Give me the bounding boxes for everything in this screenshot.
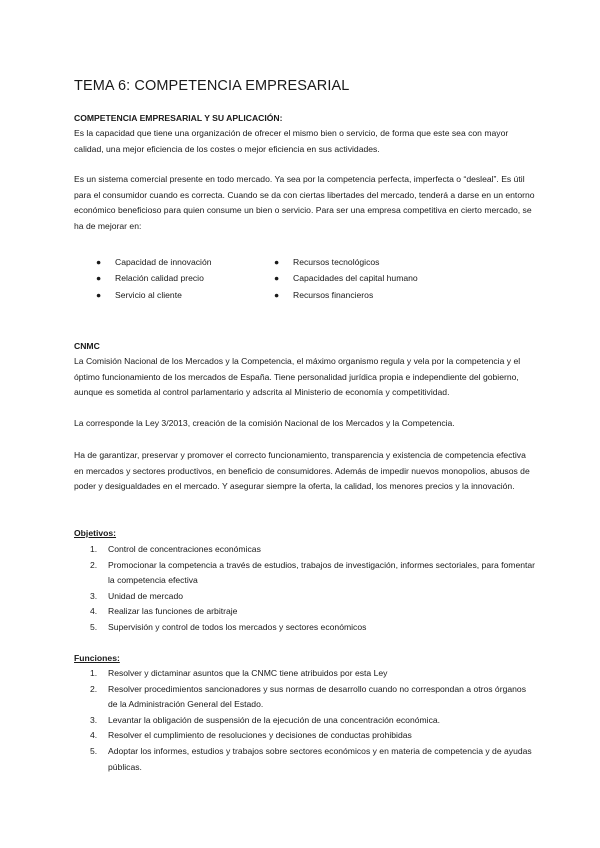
list-item: 2. Resolver procedimientos sancionadores y sus normas de desarrollo cuando no correspondan a otros órganos de la Administración General del Estado. [90, 683, 526, 710]
funciones-heading: Funciones: [74, 653, 120, 663]
list-item: 2. Promocionar la competencia a través de estudios, trabajos de investigación, informes sectoriales, para fomentar la competencia efectiva [90, 559, 536, 586]
bullet-icon: ● [96, 289, 102, 300]
list-item: 4. Realizar las funciones de arbitraje [90, 606, 238, 617]
bullet-list-left [96, 254, 212, 303]
paragraph-definition: Es la capacidad que tiene una organización de ofrecer el mismo bien o servicio, de forma que este sea con mayor calidad, una mejor eficiencia de los costes o mejor eficiencia en sus actividades. [74, 128, 509, 154]
list-item: ● Servicio al cliente [96, 287, 212, 303]
paragraph-garantizar: Ha de garantizar, preservar y promover el correcto funcionamiento, transparencia y existencia de competencia efectiva en mercados y sectores productivos, en beneficio de consumidores. Además de impedir nuevos monopolios, abusos de poder y desigualdades en el mercado. Y asegurar siempre la oferta, la calidad, los menores precios y la innovación. [74, 450, 530, 492]
list-item: ● Capacidades del capital humano [274, 270, 418, 286]
list-item: 5. Adoptar los informes, estudios y trabajos sobre sectores económicos y en materia de competencia y de ayudas públicas. [90, 745, 532, 772]
list-item: ● Recursos tecnológicos [274, 254, 418, 270]
list-item: ● Recursos financieros [274, 287, 418, 303]
paragraph-sistema-comercial: Es un sistema comercial presente en todo mercado. Ya sea por la competencia perfecta, imperfecta o “desleal”. Es útil para el consumidor cuando es correcta. Cuando se da con ciertas libertades del mercado, tenderá a darse en un entorno económico beneficioso para quien consume un bien o servicio. Para ser una empresa competitiva en cierto mercado, se ha de mejorar en: [74, 174, 535, 231]
list-item: 1. Control de concentraciones económicas [90, 544, 261, 554]
paragraph-ley: La corresponde la Ley 3/2013, creación de la comisión Nacional de los Mercados y la Competencia. [74, 418, 455, 428]
list-item: 4. Resolver el cumplimiento de resoluciones y decisiones de conductas prohibidas [90, 730, 412, 741]
list-item: 3. Levantar la obligación de suspensión de la ejecución de una concentración económica. [90, 714, 441, 725]
list-item: 3. Unidad de mercado [90, 590, 184, 601]
section-heading-cnmc: CNMC [74, 341, 100, 351]
list-item: ● Relación calidad precio [96, 270, 212, 286]
bullet-list-right [274, 254, 418, 303]
page-title: TEMA 6: COMPETENCIA EMPRESARIAL [74, 78, 350, 94]
funciones-list [90, 666, 536, 775]
paragraph-cnmc-definition: La Comisión Nacional de los Mercados y la Competencia, el máximo organismo regula y vela por la competencia y el óptimo funcionamiento de los mercados de España. Tiene personalidad jurídica propia e independiente del gobierno, aunque es sometida al control parlamentario y adscrita al Ministerio de economía y competitividad. [74, 356, 521, 398]
bullet-icon: ● [96, 257, 102, 267]
objetivos-heading: Objetivos: [74, 528, 117, 538]
bullet-icon: ● [274, 257, 280, 267]
list-item: ● Capacidad de innovación [96, 254, 212, 270]
objetivos-list [90, 542, 536, 636]
bullet-icon: ● [96, 273, 102, 284]
list-item: 1. Resolver y dictaminar asuntos que la CNMC tiene atribuidos por esta Ley [90, 668, 388, 678]
list-item: 5. Supervisión y control de todos los mercados y sectores económicos [90, 621, 367, 632]
bullet-icon: ● [274, 289, 280, 300]
section-heading-competencia: COMPETENCIA EMPRESARIAL Y SU APLICACIÓN: [74, 113, 283, 123]
bullet-icon: ● [274, 273, 280, 284]
